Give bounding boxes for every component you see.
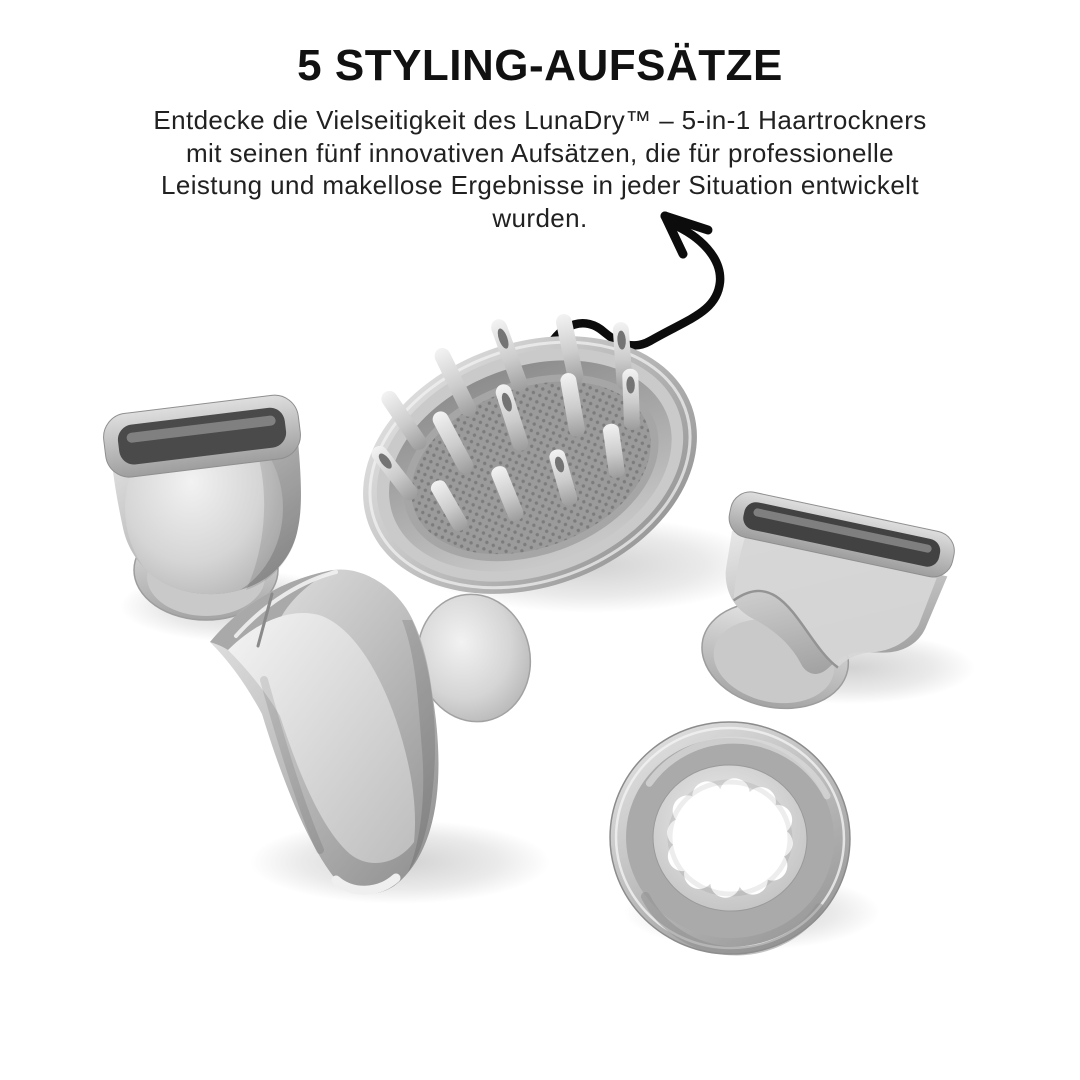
description-line: Leistung und makellose Ergebnisse in jeder Situation entwickelt [161,170,919,200]
diffuser-prong [622,368,640,430]
attachment-concentrator-nozzle-left [101,392,303,620]
description-line: wurden. [492,202,588,233]
header-text-block [0,42,1080,234]
description-line: Entdecke die Vielseitigkeit des LunaDry™ – 5-in-1 Haartrockners [153,105,927,135]
description [0,104,1080,234]
page-title: 5 STYLING-AUFSÄTZE [297,41,783,90]
description-line: mit seinen fünf innovativen Aufsätzen, die für professionelle [185,137,895,168]
